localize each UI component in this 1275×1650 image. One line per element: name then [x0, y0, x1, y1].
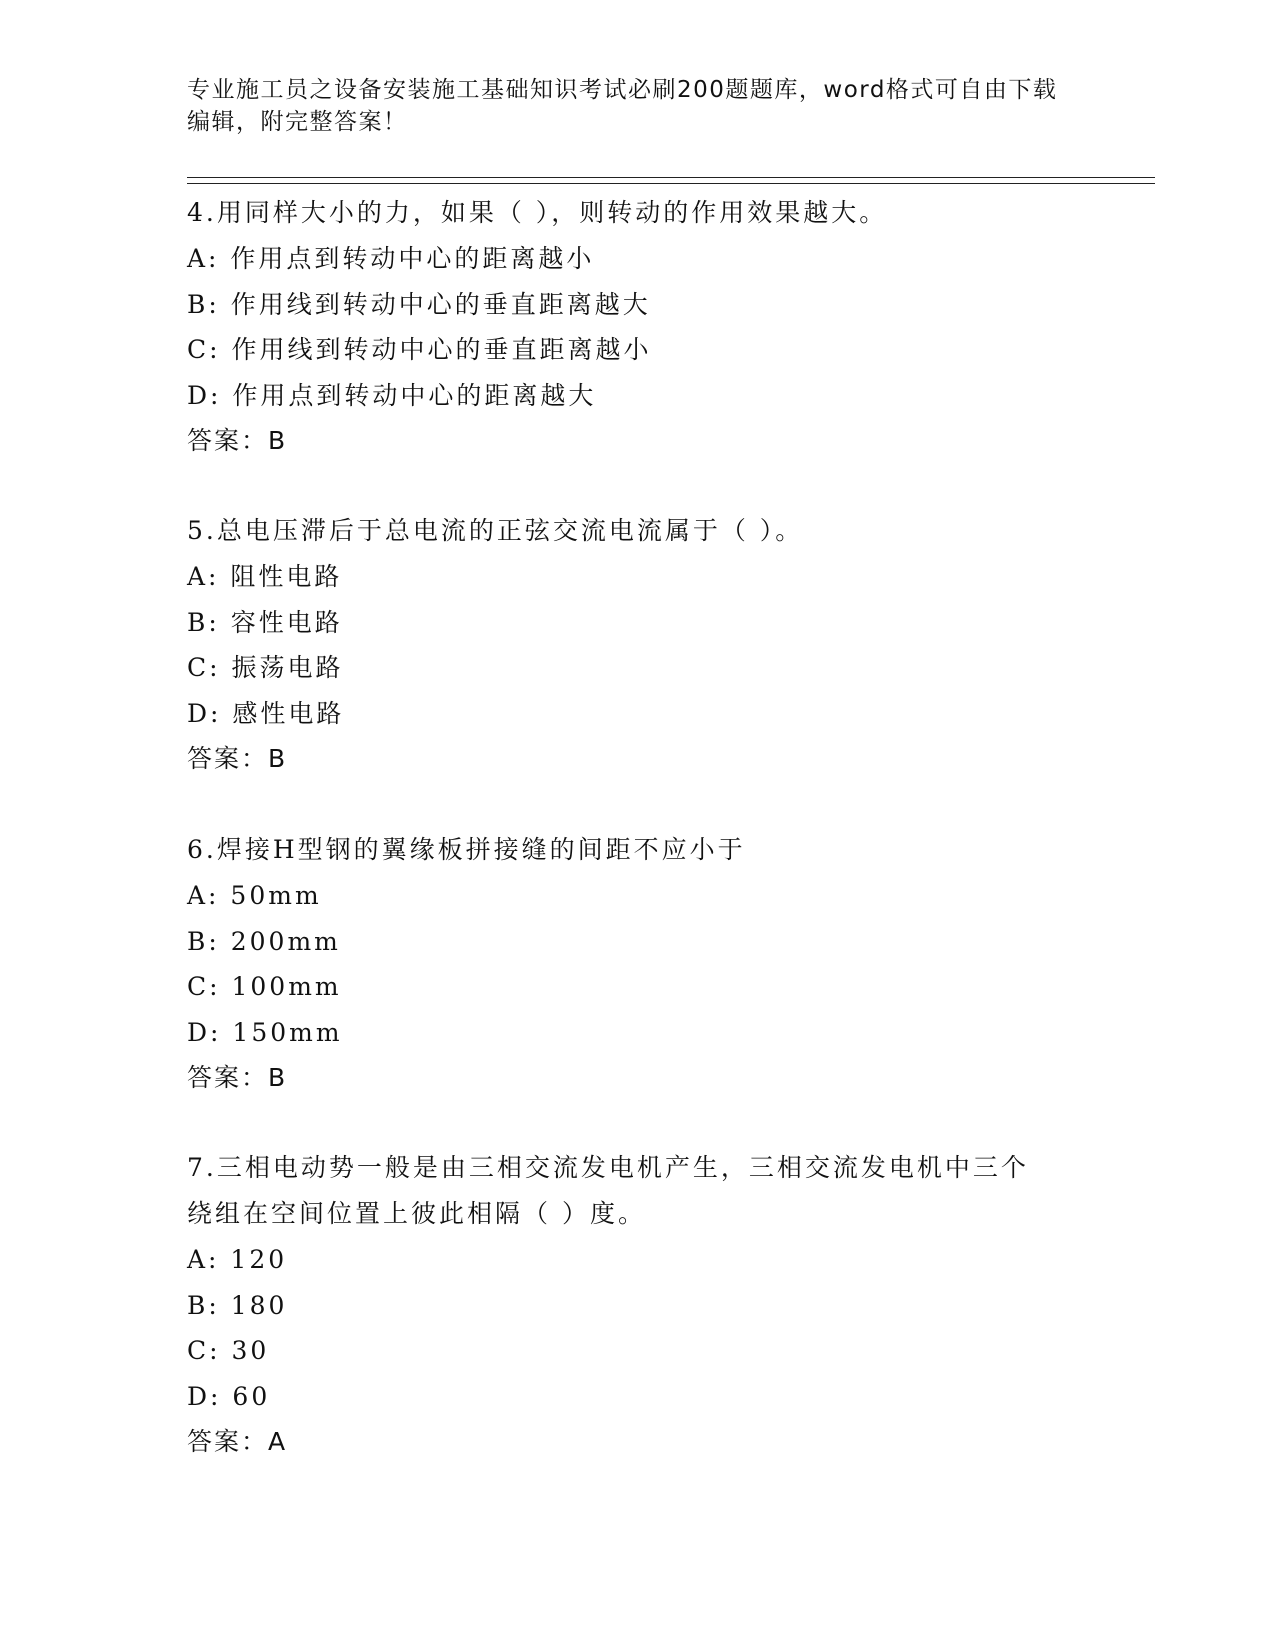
- answer-line: 答案：B: [187, 426, 288, 455]
- option-c: C: 100mm: [187, 972, 342, 1001]
- header-divider-bottom: [187, 183, 1155, 184]
- question-7: [187, 1145, 1127, 1465]
- question-list: [187, 190, 1127, 1511]
- option-b: B: 作用线到转动中心的垂直距离越大: [187, 289, 651, 319]
- question-stem: 6.焊接H型钢的翼缘板拼接缝的间距不应小于: [187, 835, 746, 864]
- question-stem: 4.用同样大小的力，如果（ ），则转动的作用效果越大。: [187, 198, 888, 227]
- option-a: A: 阻性电路: [187, 562, 343, 591]
- option-d: D: 感性电路: [187, 698, 345, 728]
- option-c: C: 振荡电路: [187, 653, 344, 682]
- document-header: [187, 74, 1087, 138]
- header-divider-top: [187, 177, 1155, 178]
- option-d: D: 60: [187, 1381, 271, 1411]
- question-stem: 5.总电压滞后于总电流的正弦交流电流属于（ ）。: [187, 516, 804, 545]
- option-d: D: 150mm: [187, 1017, 343, 1047]
- option-a: A: 作用点到转动中心的距离越小: [187, 244, 595, 273]
- question-4: [187, 190, 1127, 464]
- option-b: B: 容性电路: [187, 607, 343, 637]
- header-title-line-2: 编辑，附完整答案！: [187, 109, 408, 135]
- option-c: C: 30: [187, 1336, 270, 1365]
- question-stem-line-1: 7.三相电动势一般是由三相交流发电机产生，三相交流发电机中三个: [187, 1153, 1029, 1182]
- question-stem-line-2: 绕组在空间位置上彼此相隔（ ）度。: [187, 1199, 646, 1228]
- option-a: A: 120: [187, 1245, 288, 1274]
- question-5: [187, 508, 1127, 782]
- option-b: B: 180: [187, 1290, 288, 1320]
- header-title-line-1: 专业施工员之设备安装施工基础知识考试必刷200题题库，word格式可自由下载: [187, 77, 1058, 103]
- option-a: A: 50mm: [187, 881, 322, 910]
- option-d: D: 作用点到转动中心的距离越大: [187, 380, 597, 410]
- question-6: [187, 827, 1127, 1101]
- answer-line: 答案：A: [187, 1427, 288, 1456]
- option-b: B: 200mm: [187, 926, 341, 956]
- answer-line: 答案：B: [187, 1063, 288, 1092]
- option-c: C: 作用线到转动中心的垂直距离越小: [187, 335, 652, 364]
- answer-line: 答案：B: [187, 744, 288, 773]
